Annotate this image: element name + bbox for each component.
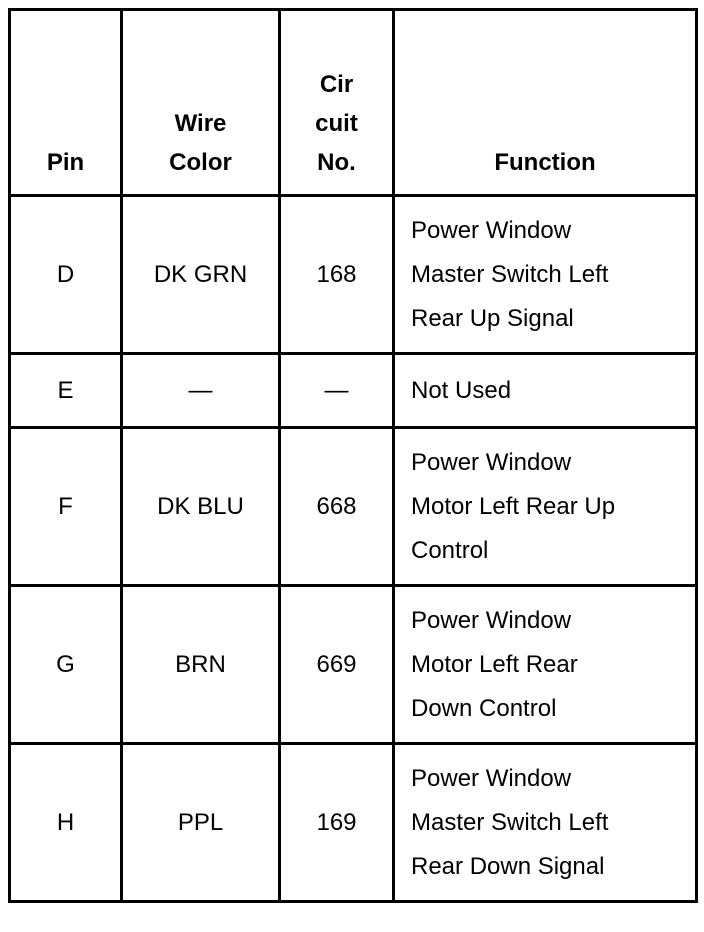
cell-circuit-no: 169 [280, 744, 394, 902]
function-line: Motor Left Rear [411, 650, 578, 678]
table-row [10, 354, 697, 428]
function-line: Down Control [411, 694, 557, 722]
function-line: Motor Left Rear Up [411, 492, 616, 520]
table-row [10, 744, 697, 902]
header-circuit-line3: No. [317, 149, 356, 176]
cell-function [394, 354, 697, 428]
header-circuit-line1: Cir [319, 71, 354, 98]
function-line: Power Window [411, 216, 572, 244]
cell-circuit-no: 669 [280, 586, 394, 744]
cell-pin: E [10, 354, 122, 428]
cell-wire-color: DK GRN [122, 196, 280, 354]
function-line: Power Window [411, 606, 572, 634]
function-line: Control [411, 536, 489, 564]
cell-pin: F [10, 428, 122, 586]
cell-wire-color: DK BLU [122, 428, 280, 586]
header-circuit-line2: cuit [315, 110, 358, 137]
cell-wire-color: — [122, 354, 280, 428]
table-row [10, 428, 697, 586]
cell-function [394, 744, 697, 902]
function-line: Master Switch Left [411, 260, 609, 288]
function-line: Rear Down Signal [411, 852, 605, 880]
function-line: Power Window [411, 448, 572, 476]
header-pin [10, 10, 122, 196]
function-line: Not Used [411, 376, 512, 404]
header-pin-label: Pin [46, 149, 85, 176]
cell-wire-color: PPL [122, 744, 280, 902]
header-wire-color-line2: Color [169, 149, 232, 176]
cell-circuit-no: 668 [280, 428, 394, 586]
table-header-row [10, 10, 697, 196]
cell-pin: H [10, 744, 122, 902]
connector-pinout-table [8, 8, 698, 903]
header-circuit-no [280, 10, 394, 196]
header-wire-color [122, 10, 280, 196]
header-function [394, 10, 697, 196]
cell-circuit-no: — [280, 354, 394, 428]
function-line: Power Window [411, 764, 572, 792]
header-wire-color-line1: Wire [174, 110, 227, 137]
cell-pin: G [10, 586, 122, 744]
cell-pin: D [10, 196, 122, 354]
cell-circuit-no: 168 [280, 196, 394, 354]
cell-wire-color: BRN [122, 586, 280, 744]
table-row [10, 586, 697, 744]
table-row [10, 196, 697, 354]
function-line: Master Switch Left [411, 808, 609, 836]
cell-function [394, 586, 697, 744]
header-function-label: Function [494, 149, 596, 176]
cell-function [394, 428, 697, 586]
function-line: Rear Up Signal [411, 304, 574, 332]
cell-function [394, 196, 697, 354]
